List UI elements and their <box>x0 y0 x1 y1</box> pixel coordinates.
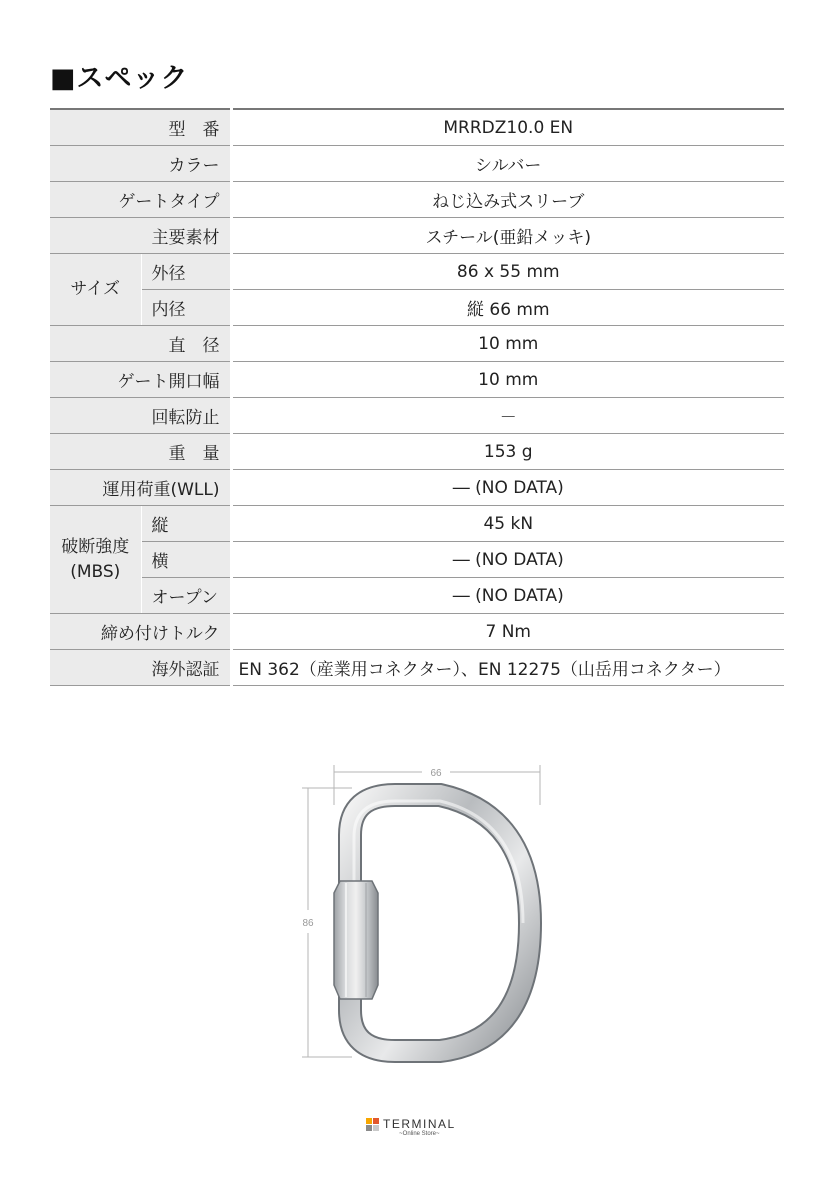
spec-value-model: MRRDZ10.0 EN <box>231 109 784 146</box>
brand-mark-square <box>366 1125 372 1131</box>
table-row <box>50 398 784 434</box>
spec-label-mbs-minor: 横 <box>141 542 231 578</box>
spec-label-mbs-open: オープン <box>141 578 231 614</box>
spec-label-torque: 締め付けトルク <box>50 614 231 650</box>
spec-table <box>50 108 784 686</box>
spec-label-wll: 運用荷重(WLL) <box>50 470 231 506</box>
table-row <box>50 650 784 686</box>
spec-value-mbs-minor: ― (NO DATA) <box>231 542 784 578</box>
brand-name: TERMINAL <box>383 1117 456 1131</box>
spec-value-color: シルバー <box>231 146 784 182</box>
spec-value-diameter: 10 mm <box>231 326 784 362</box>
spec-value-outer: 86 x 55 mm <box>231 254 784 290</box>
table-row <box>50 182 784 218</box>
table-row <box>50 506 784 542</box>
spec-value-material: スチール(亜鉛メッキ) <box>231 218 784 254</box>
table-row <box>50 326 784 362</box>
spec-value-anti-rotation: － <box>231 398 784 434</box>
dimension-width-label: 66 <box>430 768 442 779</box>
spec-value-certification: EN 362（産業用コネクター）、EN 12275（山岳用コネクター） <box>231 650 784 686</box>
spec-label-diameter: 直 径 <box>50 326 231 362</box>
spec-label-mbs-major: 縦 <box>141 506 231 542</box>
spec-label-gate-type: ゲートタイプ <box>50 182 231 218</box>
brand-mark-icon <box>366 1118 380 1132</box>
spec-label-model: 型 番 <box>50 109 231 146</box>
brand-logo <box>366 1118 456 1137</box>
spec-value-mbs-major: 45 kN <box>231 506 784 542</box>
spec-group-mbs <box>50 506 141 614</box>
table-row <box>50 146 784 182</box>
brand-mark-square <box>373 1118 379 1124</box>
carabiner-diagram <box>290 755 550 1065</box>
spec-value-torque: 7 Nm <box>231 614 784 650</box>
table-row <box>50 434 784 470</box>
brand-text <box>383 1118 456 1137</box>
spec-label-weight: 重 量 <box>50 434 231 470</box>
table-row <box>50 542 784 578</box>
spec-label-inner: 内径 <box>141 290 231 326</box>
section-title: ■スペック <box>50 63 189 94</box>
table-row <box>50 254 784 290</box>
spec-value-weight: 153 g <box>231 434 784 470</box>
screw-sleeve <box>334 881 378 999</box>
brand-mark-square <box>373 1125 379 1131</box>
spec-value-inner: 縦 66 mm <box>231 290 784 326</box>
spec-label-material: 主要素材 <box>50 218 231 254</box>
spec-value-wll: ― (NO DATA) <box>231 470 784 506</box>
spec-label-gate-opening: ゲート開口幅 <box>50 362 231 398</box>
spec-label-outer: 外径 <box>141 254 231 290</box>
spec-label-certification: 海外認証 <box>50 650 231 686</box>
table-row <box>50 470 784 506</box>
table-row <box>50 362 784 398</box>
brand-mark-square <box>366 1118 372 1124</box>
spec-label-anti-rotation: 回転防止 <box>50 398 231 434</box>
spec-group-size: サイズ <box>50 254 141 326</box>
spec-value-gate-type: ねじ込み式スリーブ <box>231 182 784 218</box>
spec-value-mbs-open: ― (NO DATA) <box>231 578 784 614</box>
table-row <box>50 578 784 614</box>
spec-value-gate-opening: 10 mm <box>231 362 784 398</box>
table-row <box>50 290 784 326</box>
spec-label-color: カラー <box>50 146 231 182</box>
table-row <box>50 218 784 254</box>
spec-group-mbs-line2: (MBS) <box>70 561 121 582</box>
table-row <box>50 614 784 650</box>
brand-subtitle: ~Online Store~ <box>399 1131 440 1137</box>
spec-group-mbs-line1: 破断強度 <box>61 536 130 557</box>
table-row <box>50 109 784 146</box>
dimension-height-label: 86 <box>302 918 314 929</box>
